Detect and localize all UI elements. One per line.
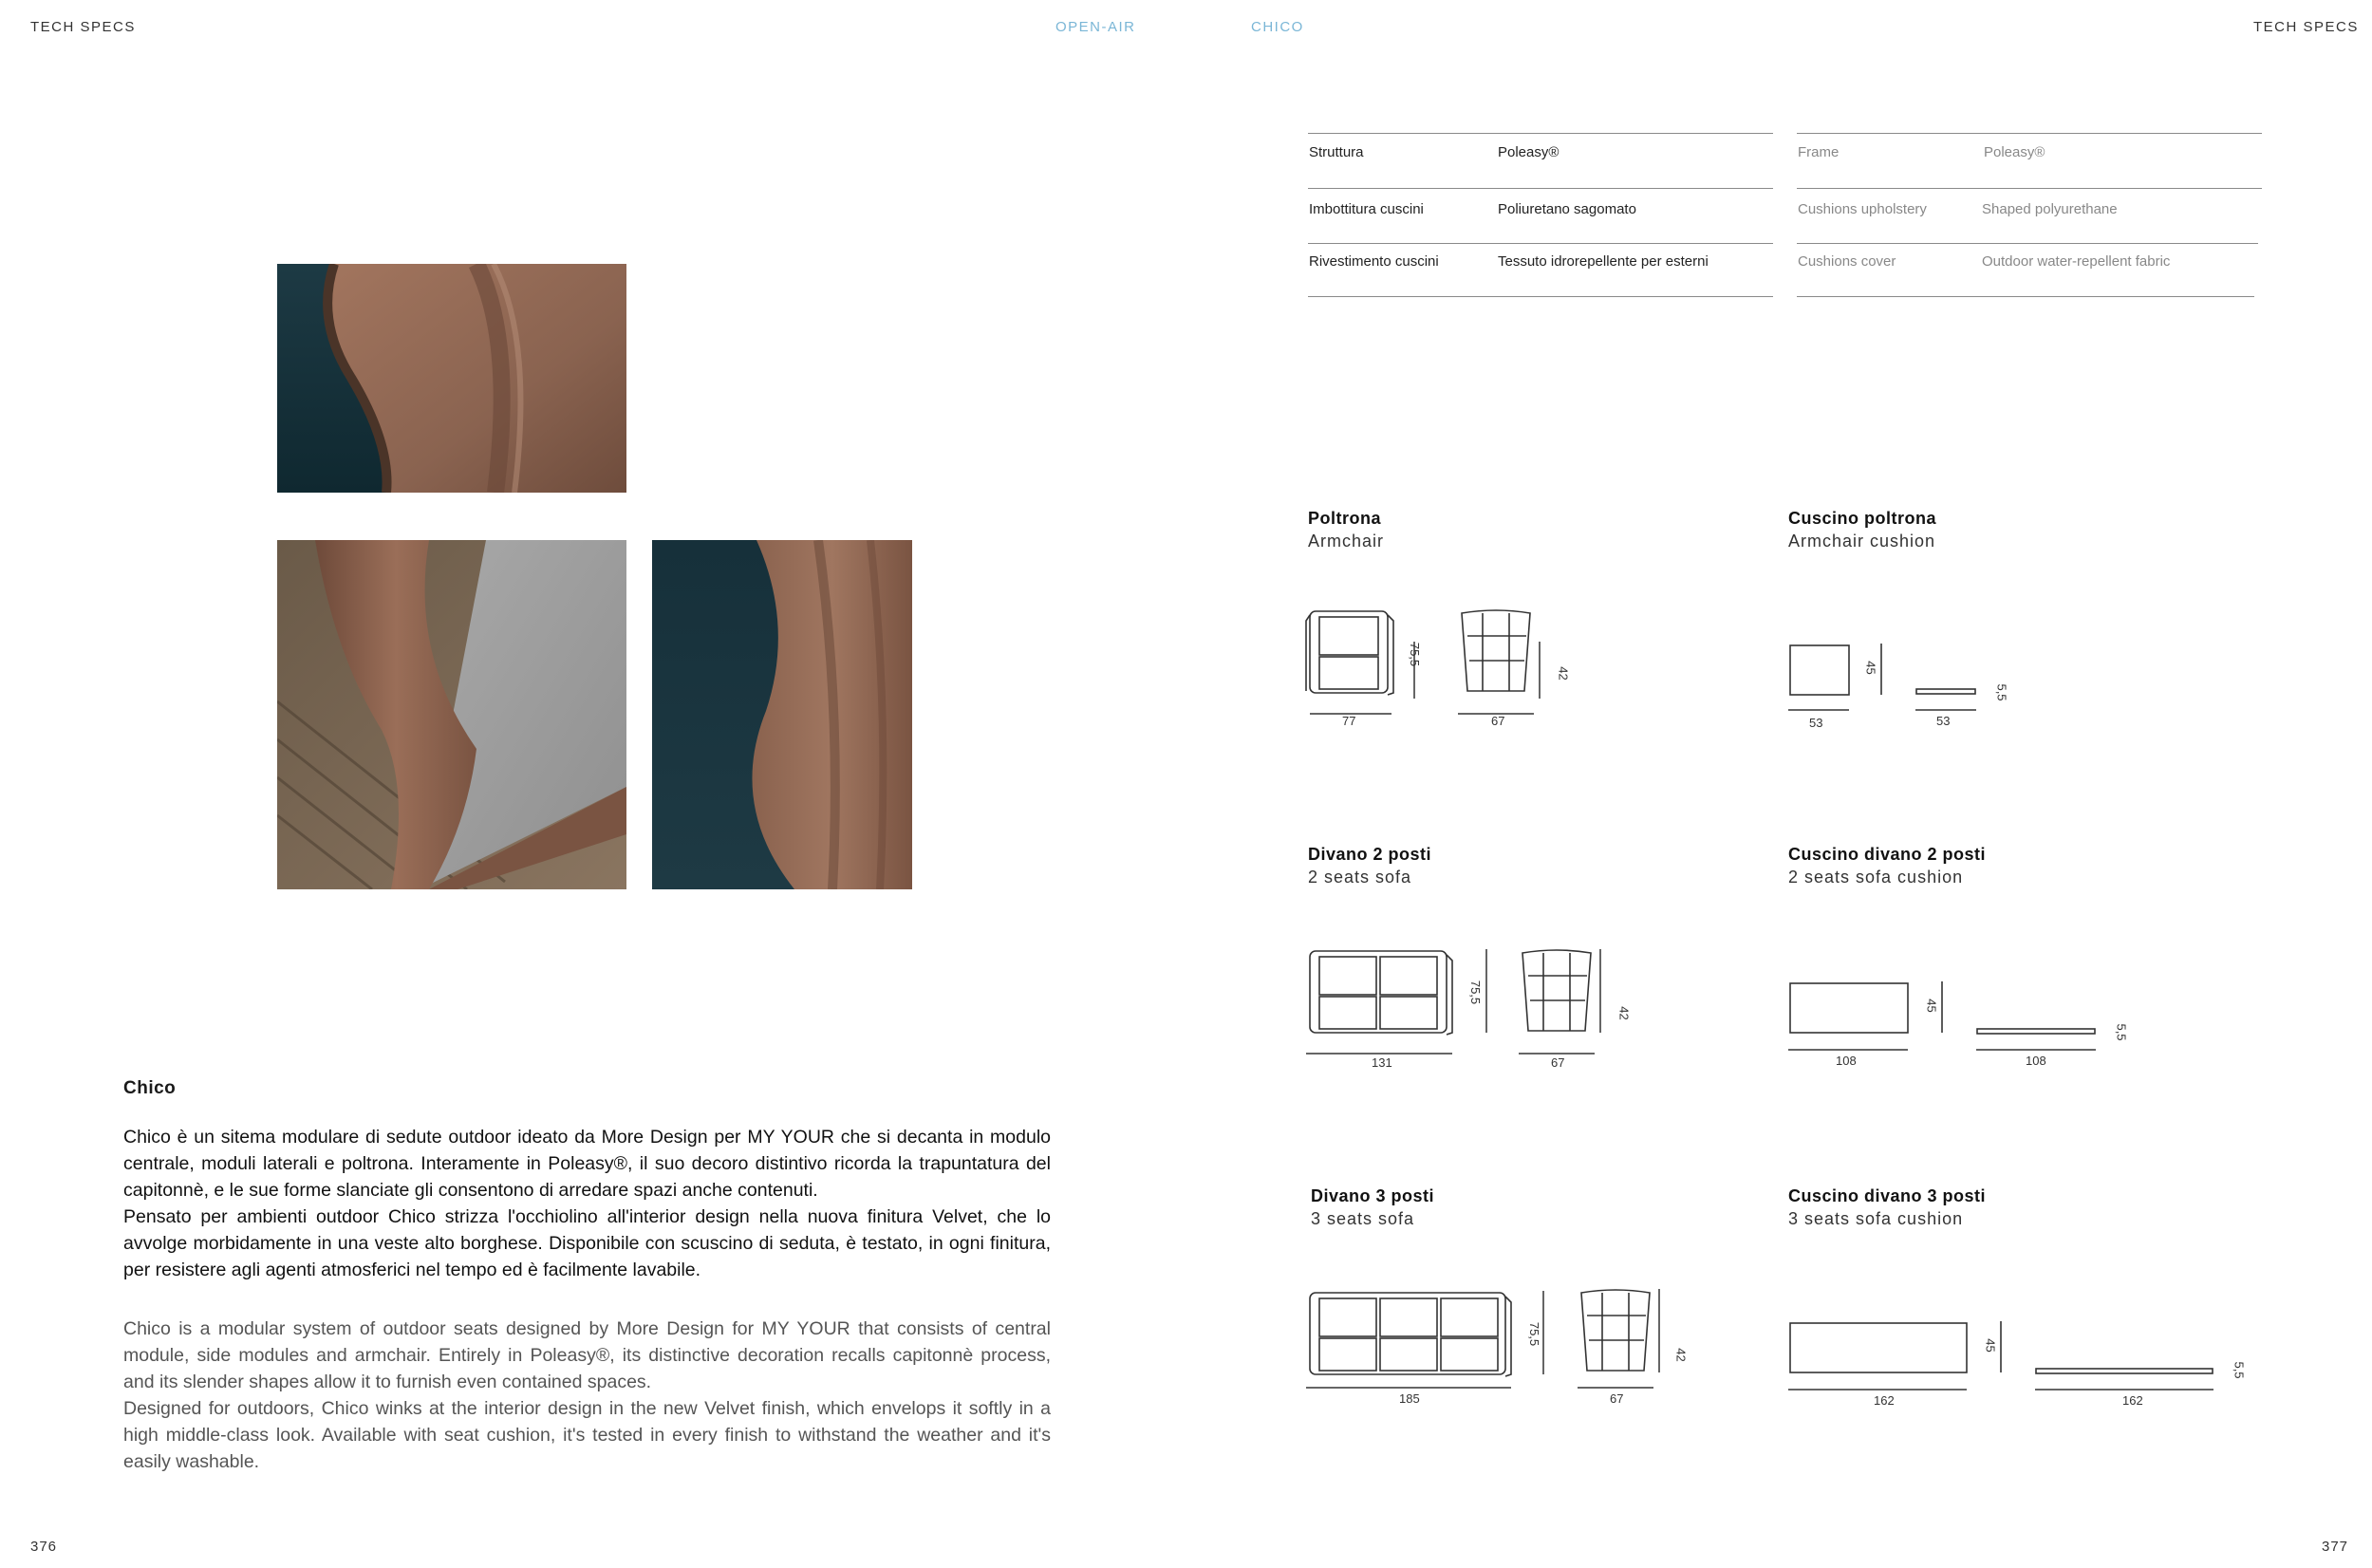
spec-divider [1797, 133, 2262, 134]
armchair-height-label: 75,5 [1408, 642, 1423, 667]
spec-value: Poleasy® [1984, 144, 2045, 160]
description-italian [123, 1124, 1051, 1283]
drawing-title-armchair: Poltrona [1308, 509, 1382, 528]
sofa3-seat-line [1657, 1289, 1661, 1374]
drawing-subtitle-armchair-cushion: Armchair cushion [1788, 532, 1936, 551]
sofa2-cushion-side-drawing [1976, 1027, 2100, 1055]
sofa3-seat-label: 42 [1673, 1348, 1689, 1362]
spec-value: Poliuretano sagomato [1498, 201, 1636, 217]
sofa3-cushion-depth-label: 162 [2122, 1393, 2143, 1408]
armchair-cushion-height-label: 45 [1863, 661, 1878, 675]
armchair-depth-label: 67 [1491, 714, 1505, 728]
description-italian-p1: Chico è un sitema modulare di sedute outdoor ideato da More Design per MY YOUR che si decanta in modulo centrale, moduli laterali e poltrona. Interamente in Poleasy®, il suo decoro distintivo ricorda la trapuntatura del capitonnè, e le sue forme slanciate gli consentono di arredare spazi anche contenuti. [123, 1127, 1051, 1201]
armchair-cushion-thick-label: 5,5 [1994, 683, 2009, 701]
sofa2-height-label: 75,5 [1468, 980, 1484, 1005]
sofa2-cushion-depth-label: 108 [2026, 1054, 2046, 1068]
spec-label: Cushions cover [1798, 253, 1896, 270]
armchair-cushion-top-drawing [1788, 644, 1883, 719]
drawing-subtitle-sofa3-cushion: 3 seats sofa cushion [1788, 1209, 1964, 1228]
spec-value: Shaped polyurethane [1982, 201, 2118, 217]
spec-divider [1308, 133, 1773, 134]
spec-divider [1797, 188, 2262, 189]
description-italian-p2: Pensato per ambienti outdoor Chico strizza l'occhiolino all'interior design nella nuova finitura Velvet, che lo avvolge morbidamente in una veste alto borghese. Disponibile con scuscino di seduta, è testato, in ogni finitura, per resistere agli agenti atmosferici nel tempo ed è facilmente lavabile. [123, 1206, 1051, 1280]
armchair-front-drawing [1306, 607, 1401, 712]
drawing-subtitle-sofa2-cushion: 2 seats sofa cushion [1788, 868, 1964, 887]
armchair-seat-label: 42 [1556, 666, 1571, 681]
spec-divider [1308, 188, 1773, 189]
armchair-cushion-width-label: 53 [1809, 716, 1823, 730]
nav-open-air[interactable]: OPEN-AIR [1055, 19, 1136, 35]
sofa2-height-line [1485, 949, 1488, 1035]
armchair-cushion-side-drawing [1915, 687, 1978, 716]
page-number-left: 376 [30, 1539, 58, 1555]
drawing-subtitle-armchair: Armchair [1308, 532, 1385, 551]
sofa3-cushion-thick-label: 5,5 [2232, 1361, 2247, 1379]
sofa3-side-drawing [1578, 1287, 1663, 1396]
sofa2-side-drawing [1519, 947, 1604, 1056]
sofa3-front-drawing [1306, 1289, 1515, 1398]
drawing-title-sofa2-cushion: Cuscino divano 2 posti [1788, 845, 1987, 864]
sofa2-cushion-height-label: 45 [1924, 999, 1939, 1013]
description-english-p2: Designed for outdoors, Chico winks at the interior design in the new Velvet finish, which envelops it softly in a high middle-class look. Available with seat cushion, it's tested in every finish to withstand the weather and it's easily washable. [123, 1398, 1051, 1472]
sofa2-depth-label: 67 [1551, 1055, 1565, 1070]
header-left-label: TECH SPECS [30, 19, 136, 35]
sofa3-width-label: 185 [1399, 1391, 1420, 1406]
header-right-label: TECH SPECS [2253, 19, 2359, 35]
drawing-subtitle-sofa2: 2 seats sofa [1308, 868, 1412, 887]
sofa2-front-drawing [1306, 947, 1458, 1056]
spec-divider [1797, 243, 2258, 244]
armchair-seat-line [1538, 642, 1541, 699]
sofa2-cushion-width-label: 108 [1836, 1054, 1857, 1068]
photo-side-panel-closeup [652, 540, 912, 889]
drawing-title-sofa3-cushion: Cuscino divano 3 posti [1788, 1186, 1987, 1205]
sofa2-cushion-top-drawing [1788, 981, 1950, 1057]
sofa2-seat-line [1598, 949, 1602, 1035]
sofa3-depth-label: 67 [1610, 1391, 1624, 1406]
product-title: Chico [123, 1078, 177, 1098]
armchair-cushion-depth-label: 53 [1936, 714, 1951, 728]
sofa3-cushion-width-label: 162 [1874, 1393, 1895, 1408]
sofa3-cushion-side-drawing [2035, 1367, 2217, 1395]
drawing-title-armchair-cushion: Cuscino poltrona [1788, 509, 1936, 528]
spec-divider [1308, 243, 1773, 244]
photo-backrest-closeup [277, 264, 626, 493]
spec-label: Rivestimento cuscini [1309, 253, 1439, 270]
spec-value: Outdoor water-repellent fabric [1982, 253, 2171, 270]
spec-divider [1308, 296, 1773, 297]
sofa3-height-line [1541, 1291, 1545, 1376]
sofa2-seat-label: 42 [1616, 1006, 1632, 1020]
sofa2-cushion-thick-label: 5,5 [2114, 1023, 2129, 1041]
spec-label: Frame [1798, 144, 1840, 160]
sofa2-width-label: 131 [1372, 1055, 1392, 1070]
sofa3-cushion-top-drawing [1788, 1321, 2007, 1397]
sofa3-height-label: 75,5 [1527, 1321, 1542, 1347]
spec-label: Imbottitura cuscini [1309, 201, 1424, 217]
spec-divider [1797, 296, 2254, 297]
drawing-subtitle-sofa3: 3 seats sofa [1311, 1209, 1415, 1228]
spec-label: Struttura [1309, 144, 1364, 160]
spec-label: Cushions upholstery [1798, 201, 1927, 217]
nav-chico[interactable]: CHICO [1251, 19, 1304, 35]
sofa3-cushion-height-label: 45 [1983, 1338, 1998, 1353]
spec-value: Tessuto idrorepellente per esterni [1498, 253, 1709, 270]
armchair-width-label: 77 [1342, 714, 1356, 728]
spec-value: Poleasy® [1498, 144, 1560, 160]
armchair-side-drawing [1458, 607, 1543, 717]
drawing-title-sofa2: Divano 2 posti [1308, 845, 1432, 864]
description-english-p1: Chico is a modular system of outdoor seats designed by More Design for MY YOUR that consists of central module, side modules and armchair. Entirely in Poleasy®, its distinctive decoration recalls capitonnè process, and its slender shapes allow it to furnish even contained spaces. [123, 1318, 1051, 1392]
page-number-right: 377 [2322, 1539, 2349, 1555]
photo-leg-cushion-closeup [277, 540, 626, 889]
drawing-title-sofa3: Divano 3 posti [1311, 1186, 1435, 1205]
description-english [123, 1316, 1051, 1475]
